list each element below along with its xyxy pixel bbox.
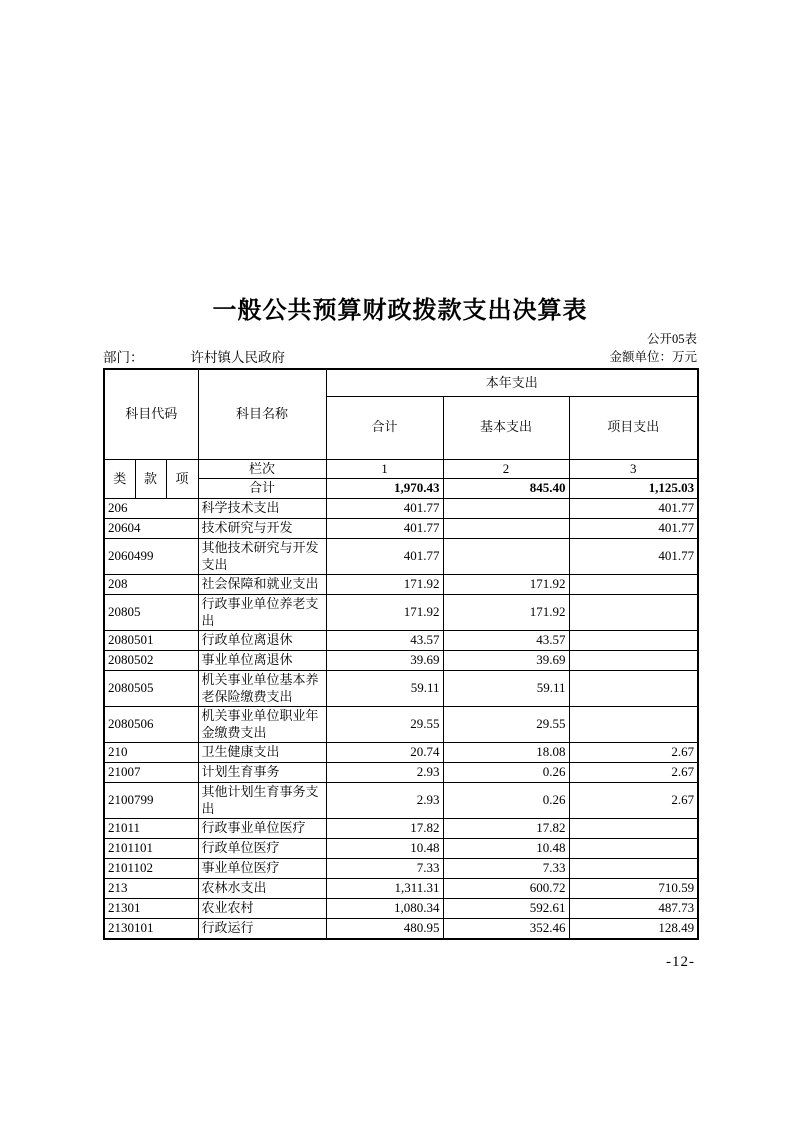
cell-project: 401.77: [569, 499, 698, 519]
column-number-3: 3: [569, 459, 698, 479]
cell-total: 7.33: [326, 859, 443, 879]
cell-total: 1,080.34: [326, 899, 443, 919]
grand-total-basic: 845.40: [443, 479, 569, 499]
cell-project: [569, 575, 698, 595]
cell-name: 计划生育事务: [198, 763, 326, 783]
budget-table: [103, 368, 699, 940]
table-row: [104, 499, 698, 519]
cell-code: 210: [104, 743, 198, 763]
department-label: 部门：: [103, 350, 144, 365]
table-row: [104, 651, 698, 671]
cell-name: 行政事业单位养老支出: [198, 595, 326, 631]
cell-code: 21007: [104, 763, 198, 783]
cell-project: 128.49: [569, 919, 698, 939]
header-row-column-index: [104, 459, 698, 479]
page-number: -12-: [666, 953, 695, 970]
cell-name: 事业单位离退休: [198, 651, 326, 671]
cell-basic: 352.46: [443, 919, 569, 939]
column-number-1: 1: [326, 459, 443, 479]
cell-project: 2.67: [569, 763, 698, 783]
cell-project: [569, 631, 698, 651]
cell-name: 机关事业单位职业年金缴费支出: [198, 707, 326, 743]
cell-total: 43.57: [326, 631, 443, 651]
cell-name: 其他计划生育事务支出: [198, 783, 326, 819]
table-row: [104, 879, 698, 899]
header-row-group: [104, 369, 698, 396]
cell-project: [569, 651, 698, 671]
department-line: [103, 349, 285, 366]
header-item: 项: [166, 459, 198, 499]
header-current-year-expense: 本年支出: [326, 369, 698, 396]
cell-code: 206: [104, 499, 198, 519]
cell-project: [569, 859, 698, 879]
cell-code: 21011: [104, 819, 198, 839]
table-row: [104, 783, 698, 819]
header-subject-code: 科目代码: [104, 369, 198, 459]
cell-code: 208: [104, 575, 198, 595]
cell-code: 2080502: [104, 651, 198, 671]
table-row: [104, 519, 698, 539]
cell-total: 20.74: [326, 743, 443, 763]
cell-basic: 18.08: [443, 743, 569, 763]
cell-project: 401.77: [569, 539, 698, 575]
header-subject-name: 科目名称: [198, 369, 326, 459]
cell-code: 2080505: [104, 671, 198, 707]
cell-total: 480.95: [326, 919, 443, 939]
header-project-expense: 项目支出: [569, 396, 698, 459]
cell-code: 2080501: [104, 631, 198, 651]
cell-total: 401.77: [326, 519, 443, 539]
header-column-index-label: 栏次: [198, 459, 326, 479]
table-row: [104, 763, 698, 783]
amount-unit-note: 金额单位：万元: [609, 350, 697, 364]
cell-basic: 59.11: [443, 671, 569, 707]
cell-project: 401.77: [569, 519, 698, 539]
header-class: 类: [104, 459, 135, 499]
cell-total: 39.69: [326, 651, 443, 671]
table-row: [104, 631, 698, 651]
table-row: [104, 899, 698, 919]
cell-code: 2080506: [104, 707, 198, 743]
header-basic-expense: 基本支出: [443, 396, 569, 459]
cell-basic: 0.26: [443, 783, 569, 819]
cell-project: [569, 671, 698, 707]
cell-project: [569, 819, 698, 839]
cell-basic: 39.69: [443, 651, 569, 671]
grand-total-label: 合计: [198, 479, 326, 499]
cell-basic: 10.48: [443, 839, 569, 859]
cell-project: [569, 707, 698, 743]
page-content: [103, 0, 697, 971]
cell-total: 2.93: [326, 763, 443, 783]
cell-basic: 7.33: [443, 859, 569, 879]
cell-total: 171.92: [326, 595, 443, 631]
cell-total: 2.93: [326, 783, 443, 819]
cell-basic: 0.26: [443, 763, 569, 783]
cell-total: 10.48: [326, 839, 443, 859]
header-total: 合计: [326, 396, 443, 459]
cell-project: [569, 595, 698, 631]
cell-total: 401.77: [326, 539, 443, 575]
cell-code: 2101101: [104, 839, 198, 859]
column-number-2: 2: [443, 459, 569, 479]
table-row: [104, 743, 698, 763]
table-row: [104, 671, 698, 707]
cell-basic: [443, 539, 569, 575]
table-row: [104, 575, 698, 595]
cell-code: 2060499: [104, 539, 198, 575]
header-section: 款: [135, 459, 166, 499]
cell-name: 农林水支出: [198, 879, 326, 899]
cell-name: 社会保障和就业支出: [198, 575, 326, 595]
cell-code: 20604: [104, 519, 198, 539]
table-body: [104, 499, 698, 939]
table-row: [104, 859, 698, 879]
grand-total-total: 1,970.43: [326, 479, 443, 499]
table-row: [104, 919, 698, 939]
table-row: [104, 707, 698, 743]
cell-project: 487.73: [569, 899, 698, 919]
cell-name: 农业农村: [198, 899, 326, 919]
cell-basic: [443, 499, 569, 519]
cell-code: 2101102: [104, 859, 198, 879]
grand-total-project: 1,125.03: [569, 479, 698, 499]
cell-name: 行政运行: [198, 919, 326, 939]
cell-project: 2.67: [569, 783, 698, 819]
cell-project: [569, 839, 698, 859]
cell-basic: 171.92: [443, 575, 569, 595]
cell-code: 21301: [104, 899, 198, 919]
cell-name: 技术研究与开发: [198, 519, 326, 539]
cell-name: 科学技术支出: [198, 499, 326, 519]
page-title: 一般公共预算财政拨款支出决算表: [212, 297, 588, 324]
cell-name: 行政单位离退休: [198, 631, 326, 651]
cell-total: 29.55: [326, 707, 443, 743]
cell-basic: 592.61: [443, 899, 569, 919]
table-row: [104, 819, 698, 839]
cell-project: 710.59: [569, 879, 698, 899]
cell-basic: [443, 519, 569, 539]
cell-name: 其他技术研究与开发支出: [198, 539, 326, 575]
cell-basic: 43.57: [443, 631, 569, 651]
cell-name: 事业单位医疗: [198, 859, 326, 879]
table-row: [104, 539, 698, 575]
cell-total: 59.11: [326, 671, 443, 707]
table-row: [104, 595, 698, 631]
cell-total: 17.82: [326, 819, 443, 839]
cell-project: 2.67: [569, 743, 698, 763]
meta-row: [103, 349, 697, 366]
table-header: [104, 369, 698, 499]
cell-total: 1,311.31: [326, 879, 443, 899]
cell-code: 213: [104, 879, 198, 899]
cell-code: 2100799: [104, 783, 198, 819]
cell-basic: 171.92: [443, 595, 569, 631]
table-row: [104, 839, 698, 859]
cell-code: 2130101: [104, 919, 198, 939]
cell-code: 20805: [104, 595, 198, 631]
cell-basic: 600.72: [443, 879, 569, 899]
cell-name: 机关事业单位基本养老保险缴费支出: [198, 671, 326, 707]
cell-basic: 17.82: [443, 819, 569, 839]
cell-total: 171.92: [326, 575, 443, 595]
department-value: 许村镇人民政府: [190, 350, 285, 365]
form-number-note: 公开05表: [646, 332, 697, 346]
cell-name: 行政单位医疗: [198, 839, 326, 859]
cell-basic: 29.55: [443, 707, 569, 743]
cell-name: 卫生健康支出: [198, 743, 326, 763]
cell-name: 行政事业单位医疗: [198, 819, 326, 839]
cell-total: 401.77: [326, 499, 443, 519]
